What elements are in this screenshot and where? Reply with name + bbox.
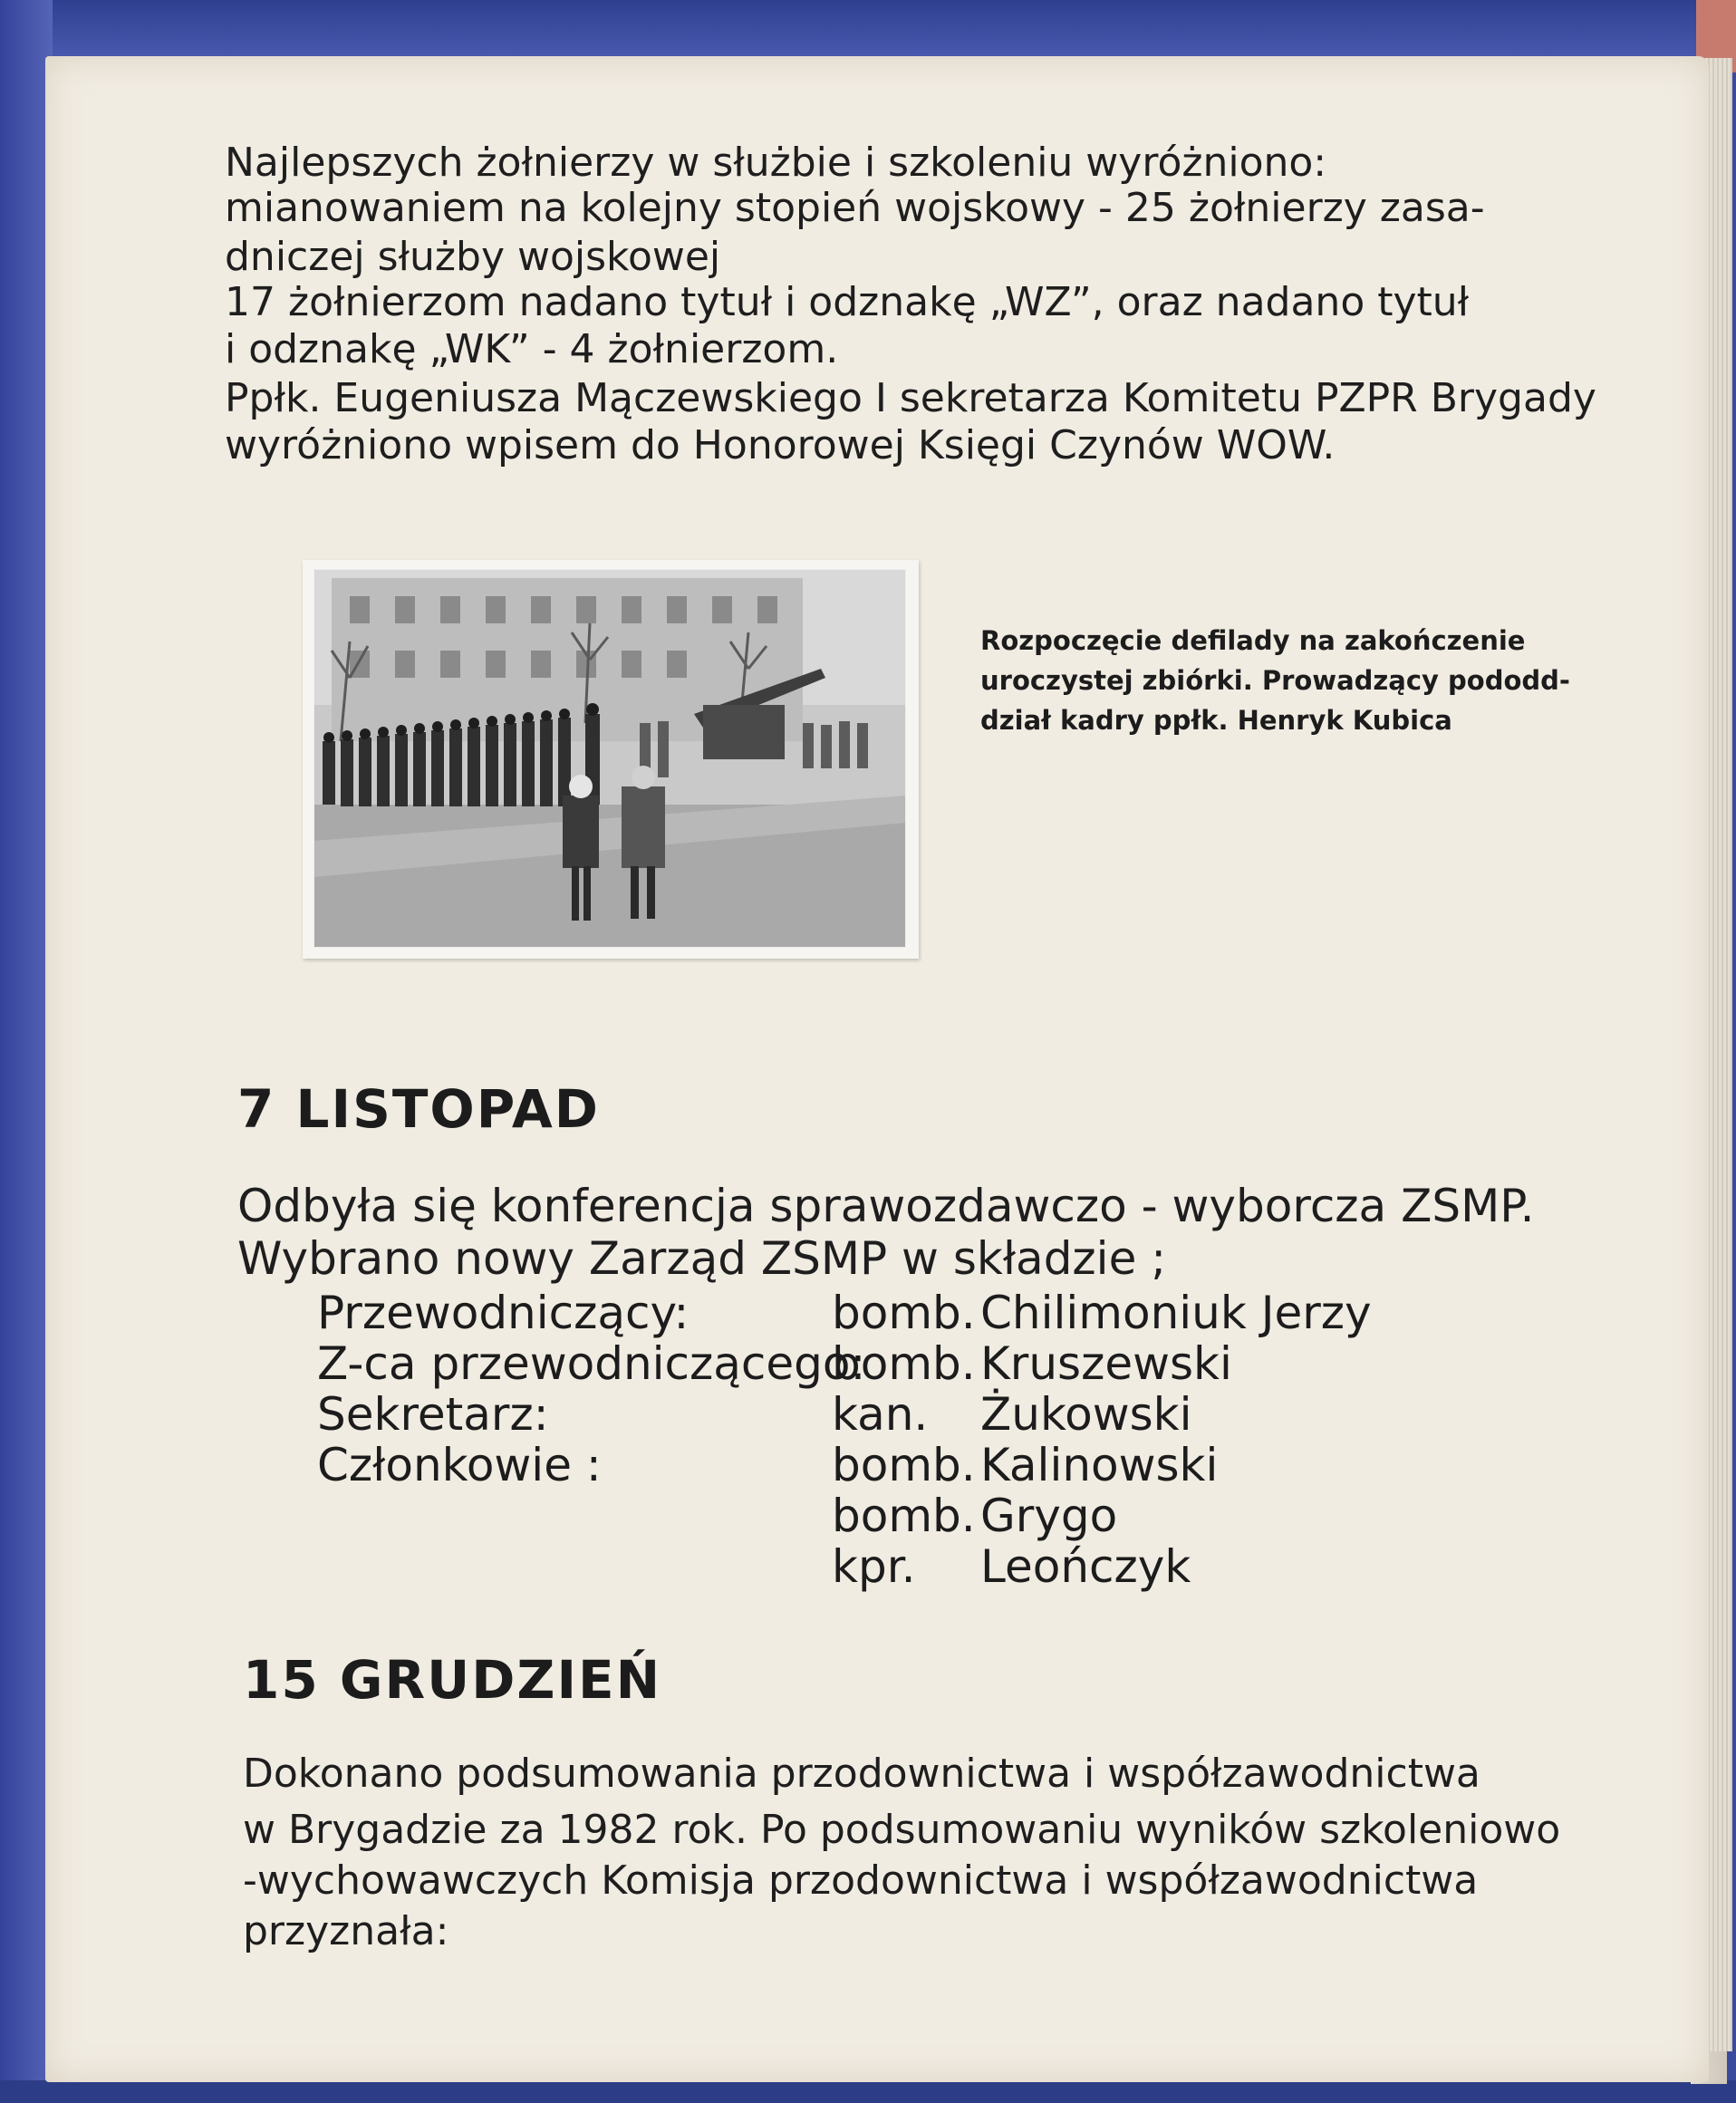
board-rank-6: kpr. [832,1540,916,1593]
photo-caption-line-3: dział kadry ppłk. Henryk Kubica [980,705,1452,736]
board-role-1: Przewodniczący: [317,1287,690,1339]
board-rank-2: bomb. [832,1337,976,1390]
intro-line-2: mianowaniem na kolejny stopień wojskowy - 25 żołnierzy zasa- [225,185,1485,231]
board-name-1: Chilimoniuk Jerzy [980,1287,1372,1339]
heading-15-grudzien: 15 GRUDZIEŃ [243,1649,662,1711]
album-page [45,56,1709,2082]
december-line-2: w Brygadzie za 1982 rok. Po podsumowaniu wyników szkoleniowo [243,1807,1561,1853]
board-role-4: Członkowie : [317,1439,602,1491]
intro-line-1: Najlepszych żołnierzy w służbie i szkoleniu wyróżniono: [225,140,1327,186]
album-binding-top [0,0,1736,56]
board-rank-5: bomb. [832,1490,976,1542]
november-line-1: Odbyła się konferencja sprawozdawczo - wyborcza ZSMP. [237,1180,1535,1232]
board-rank-1: bomb. [832,1287,976,1339]
album-binding-bottom [0,2080,1736,2103]
intro-line-7: wyróżniono wpisem do Honorowej Księgi Czynów WOW. [225,422,1336,468]
photo-image [313,569,906,948]
november-line-2: Wybrano nowy Zarząd ZSMP w składzie ; [237,1232,1167,1285]
board-name-3: Żukowski [980,1388,1192,1441]
intro-line-3: dniczej służby wojskowej [225,234,721,280]
photo-caption-line-2: uroczystej zbiórki. Prowadzący pododd- [980,665,1570,696]
board-name-2: Kruszewski [980,1337,1232,1390]
december-line-4: przyznała: [243,1908,449,1954]
photo-caption-line-1: Rozpoczęcie defilady na zakończenie [980,625,1526,656]
december-line-3: -wychowawczych Komisja przodownictwa i współzawodnictwa [243,1857,1479,1904]
board-role-2: Z-ca przewodniczącego: [317,1337,866,1390]
board-name-4: Kalinowski [980,1439,1219,1491]
parade-photograph [303,560,919,959]
board-rank-4: bomb. [832,1439,976,1491]
intro-line-5: i odznakę „WK” - 4 żołnierzom. [225,326,839,372]
heading-7-listopad: 7 LISTOPAD [237,1078,600,1140]
board-role-3: Sekretarz: [317,1388,549,1441]
parade-scene-image [313,569,906,948]
board-rank-3: kan. [832,1388,929,1441]
intro-line-4: 17 żołnierzom nadano tytuł i odznakę „WZ”, oraz nadano tytuł [225,279,1470,325]
board-name-5: Grygo [980,1490,1118,1542]
december-line-1: Dokonano podsumowania przodownictwa i współzawodnictwa [243,1751,1480,1797]
board-name-6: Leończyk [980,1540,1191,1593]
intro-line-6: Ppłk. Eugeniusza Mączewskiego I sekretarza Komitetu PZPR Brygady [225,375,1596,421]
